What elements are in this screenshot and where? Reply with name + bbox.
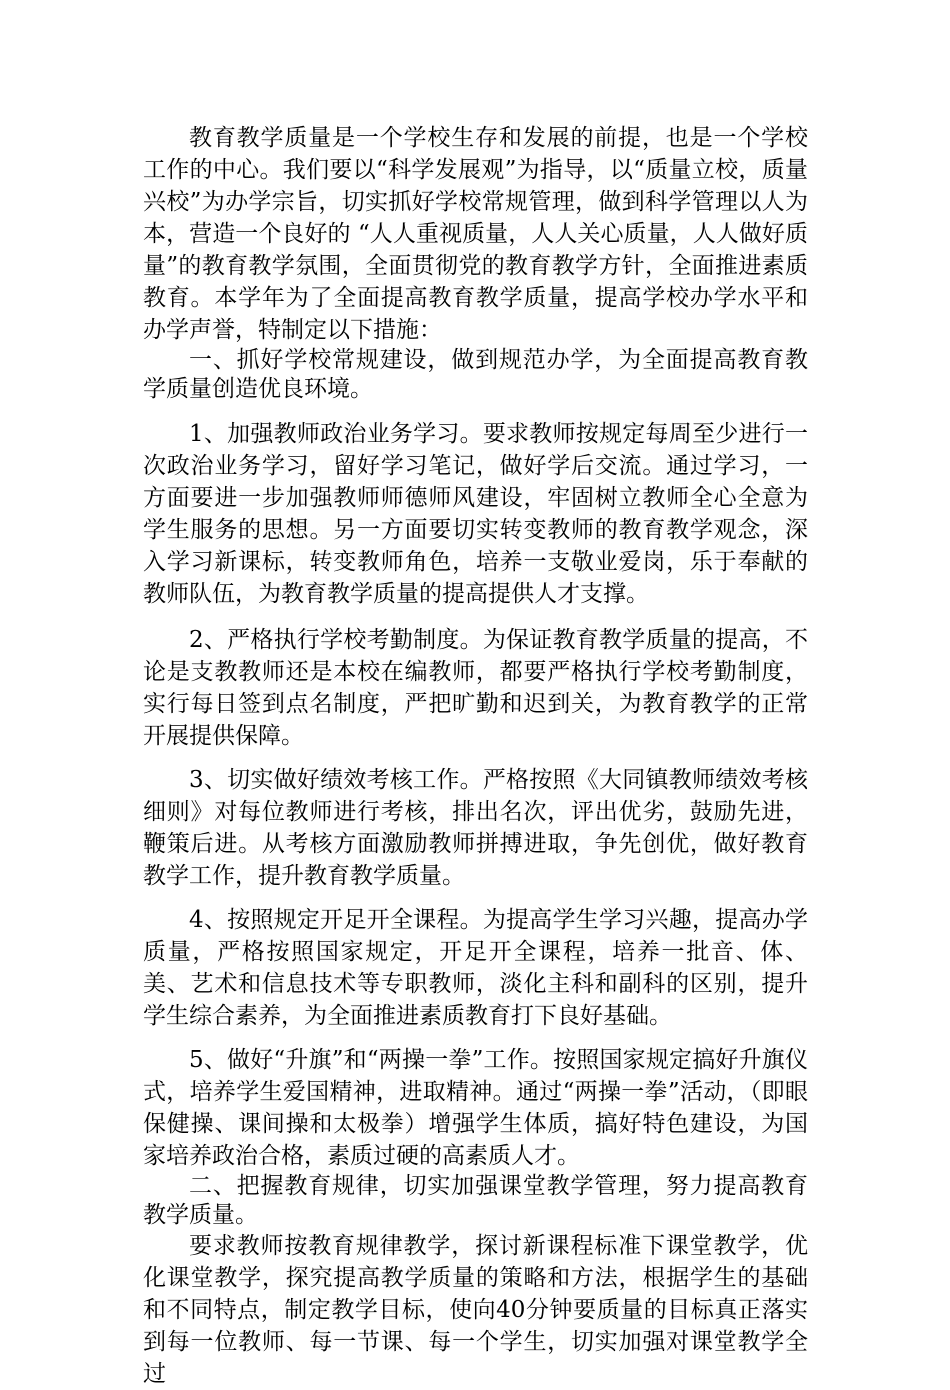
measure-3-paragraph: 3、切实做好绩效考核工作。严格按照《大同镇教师绩效考核细则》对每位教师进行考核，排出名次，评出优劣，鼓励先进，鞭策后进。从考核方面激励教师拼搏进取，争先创优，做好教育教学工作，提升教育教学质量。 [143, 767, 808, 889]
classroom-paragraph: 要求教师按教育规律教学，探讨新课程标准下课堂教学，优化课堂教学，探究提高教学质量的策略和方法，根据学生的基础和不同特点，制定教学目标，使向40分钟要质量的目标真正落实到每一位教师、每一节课、每一个学生，切实加强对课堂教学全过 [143, 1233, 808, 1387]
measure-2-paragraph: 2、严格执行学校考勤制度。为保证教育教学质量的提高，不论是支教教师还是本校在编教师，都要严格执行学校考勤制度，实行每日签到点名制度，严把旷勤和迟到关，为教育教学的正常开展提供保障。 [143, 627, 808, 749]
section-heading-2: 二、把握教育规律，切实加强课堂教学管理，努力提高教育教学质量。 [143, 1173, 808, 1228]
measure-5-paragraph: 5、做好“升旗”和“两操一拳”工作。按照国家规定搞好升旗仪式，培养学生爱国精神，进取精神。通过“两操一拳”活动，（即眼保健操、课间操和太极拳）增强学生体质，搞好特色建设，为国家培养政治合格，素质过硬的高素质人才。 [143, 1047, 808, 1169]
intro-paragraph: 教育教学质量是一个学校生存和发展的前提，也是一个学校工作的中心。我们要以“科学发展观”为指导，以“质量立校，质量兴校”为办学宗旨，切实抓好学校常规管理，做到科学管理以人为本，营造一个良好的 “人人重视质量，人人关心质量，人人做好质量”的教育教学氛围，全面贯彻党的教育教学方针，全面推进素质教育。本学年为了全面提高教育教学质量，提高学校办学水平和办学声誉，特制定以下措施： [143, 125, 808, 343]
measure-1-paragraph: 1、加强教师政治业务学习。要求教师按规定每周至少进行一次政治业务学习，留好学习笔记，做好学后交流。通过学习，一方面要进一步加强教师师德师风建设，牢固树立教师全心全意为学生服务的思想。另一方面要切实转变教师的教育教学观念，深入学习新课标，转变教师角色，培养一支敬业爱岗，乐于奉献的教师队伍，为教育教学质量的提高提供人才支撑。 [143, 421, 808, 607]
document-body [143, 122, 808, 1390]
measure-4-paragraph: 4、按照规定开足开全课程。为提高学生学习兴趣，提高办学质量，严格按照国家规定，开足开全课程，培养一批音、体、美、艺术和信息技术等专职教师，淡化主科和副科的区别，提升学生综合素养，为全面推进素质教育打下良好基础。 [143, 907, 808, 1029]
section-heading-1: 一、抓好学校常规建设，做到规范办学，为全面提高教育教学质量创造优良环境。 [143, 347, 808, 402]
